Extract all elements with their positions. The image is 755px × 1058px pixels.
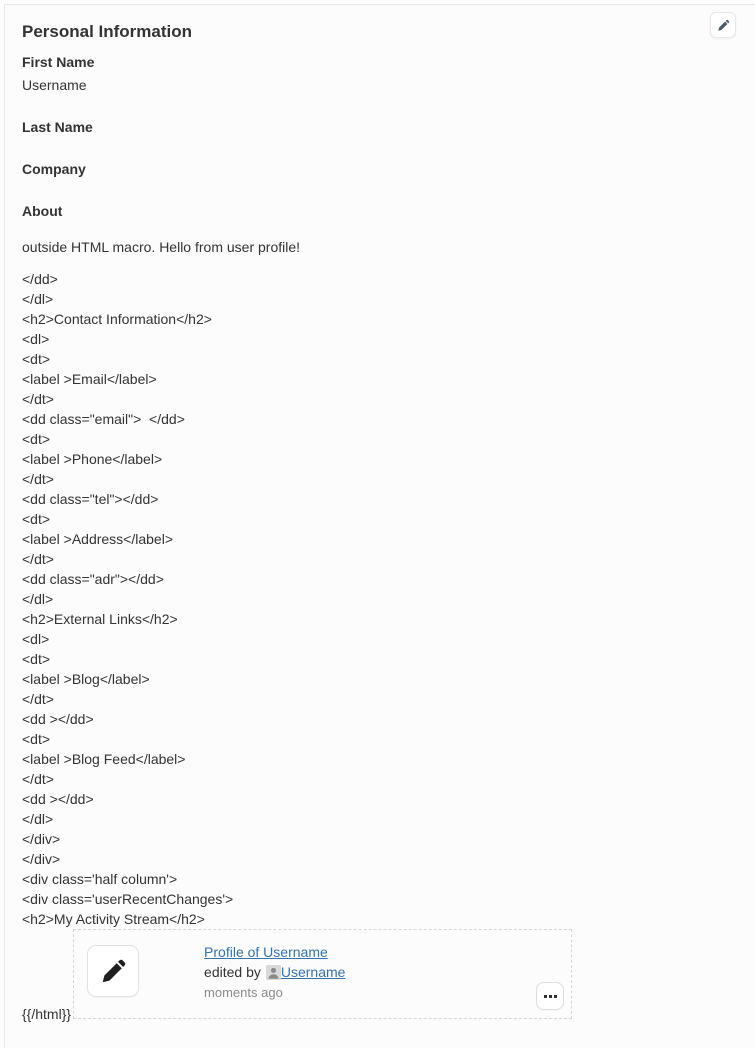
field-label: First Name: [22, 54, 95, 70]
raw-html-line: <label >Email</label>: [22, 371, 157, 387]
html-macro-close-text: {{/html}}: [22, 1006, 72, 1022]
raw-html-line: <h2>Contact Information</h2>: [22, 311, 212, 327]
activity-byline: [204, 962, 345, 983]
profile-field: [22, 161, 735, 177]
pencil-icon: [717, 19, 730, 32]
raw-html-line: <label >Address</label>: [22, 531, 173, 547]
raw-html-line: <dt>: [22, 511, 51, 527]
profile-field: [22, 54, 735, 93]
raw-html-line: </dt>: [22, 691, 54, 707]
ellipsis-icon: [544, 995, 547, 998]
profile-panel: [4, 4, 755, 1048]
raw-html-line: <label >Blog Feed</label>: [22, 751, 186, 767]
about-label: About: [22, 203, 63, 219]
profile-field: [22, 119, 735, 135]
raw-html-line: <dd class="adr"></dd>: [22, 571, 164, 587]
raw-html-line: <dt>: [22, 651, 51, 667]
raw-html-line: <dt>: [22, 731, 51, 747]
raw-html-line: <label >Phone</label>: [22, 451, 163, 467]
user-avatar-icon: [266, 965, 281, 980]
activity-text-block: [204, 942, 345, 1003]
activity-page-link[interactable]: Profile of Username: [204, 944, 328, 960]
pencil-icon: [100, 958, 127, 985]
activity-user-link[interactable]: [261, 964, 346, 980]
raw-html-line: <dd ></dd>: [22, 791, 94, 807]
raw-html-line: <div class='userRecentChanges'>: [22, 891, 234, 907]
activity-timestamp: moments ago: [204, 985, 283, 1000]
raw-html-line: <dd ></dd>: [22, 711, 94, 727]
activity-action-text: edited by: [204, 964, 261, 980]
activity-stream-gadget: [73, 929, 572, 1019]
raw-html-line: <h2>My Activity Stream</h2>: [22, 911, 205, 927]
raw-html-line: <dd class="tel"></dd>: [22, 491, 159, 507]
raw-html-line: <div class='half column'>: [22, 871, 178, 887]
raw-html-line: <dl>: [22, 331, 50, 347]
field-label: Last Name: [22, 119, 93, 135]
raw-html-line: <dl>: [22, 631, 50, 647]
raw-html-line: </dl>: [22, 811, 54, 827]
raw-html-line: <dt>: [22, 431, 51, 447]
field-label: Company: [22, 161, 86, 177]
raw-html-line: <h2>External Links</h2>: [22, 611, 178, 627]
raw-html-line: </div>: [22, 851, 61, 867]
raw-html-line: </dd>: [22, 271, 58, 287]
raw-html-line: </div>: [22, 831, 61, 847]
profile-fields: [22, 54, 735, 177]
more-actions-button[interactable]: [536, 982, 564, 1010]
raw-html-line: </dt>: [22, 771, 54, 787]
raw-html-line: </dt>: [22, 471, 54, 487]
raw-html-block: [22, 269, 735, 929]
raw-html-line: <dt>: [22, 351, 51, 367]
about-intro-text: outside HTML macro. Hello from user profile!: [22, 239, 301, 255]
raw-html-line: </dl>: [22, 591, 54, 607]
raw-html-line: </dt>: [22, 551, 54, 567]
raw-html-line: <label >Blog</label>: [22, 671, 150, 687]
edit-profile-button[interactable]: [710, 12, 736, 38]
raw-html-line: <dd class="email"> </dd>: [22, 411, 185, 427]
field-value: Username: [22, 77, 87, 93]
page-title: Personal Information: [22, 22, 193, 41]
activity-user-name: Username: [280, 964, 346, 980]
edit-activity-tile: [87, 945, 139, 997]
activity-stream-row: [22, 929, 735, 1024]
raw-html-line: </dl>: [22, 291, 54, 307]
raw-html-line: </dt>: [22, 391, 54, 407]
